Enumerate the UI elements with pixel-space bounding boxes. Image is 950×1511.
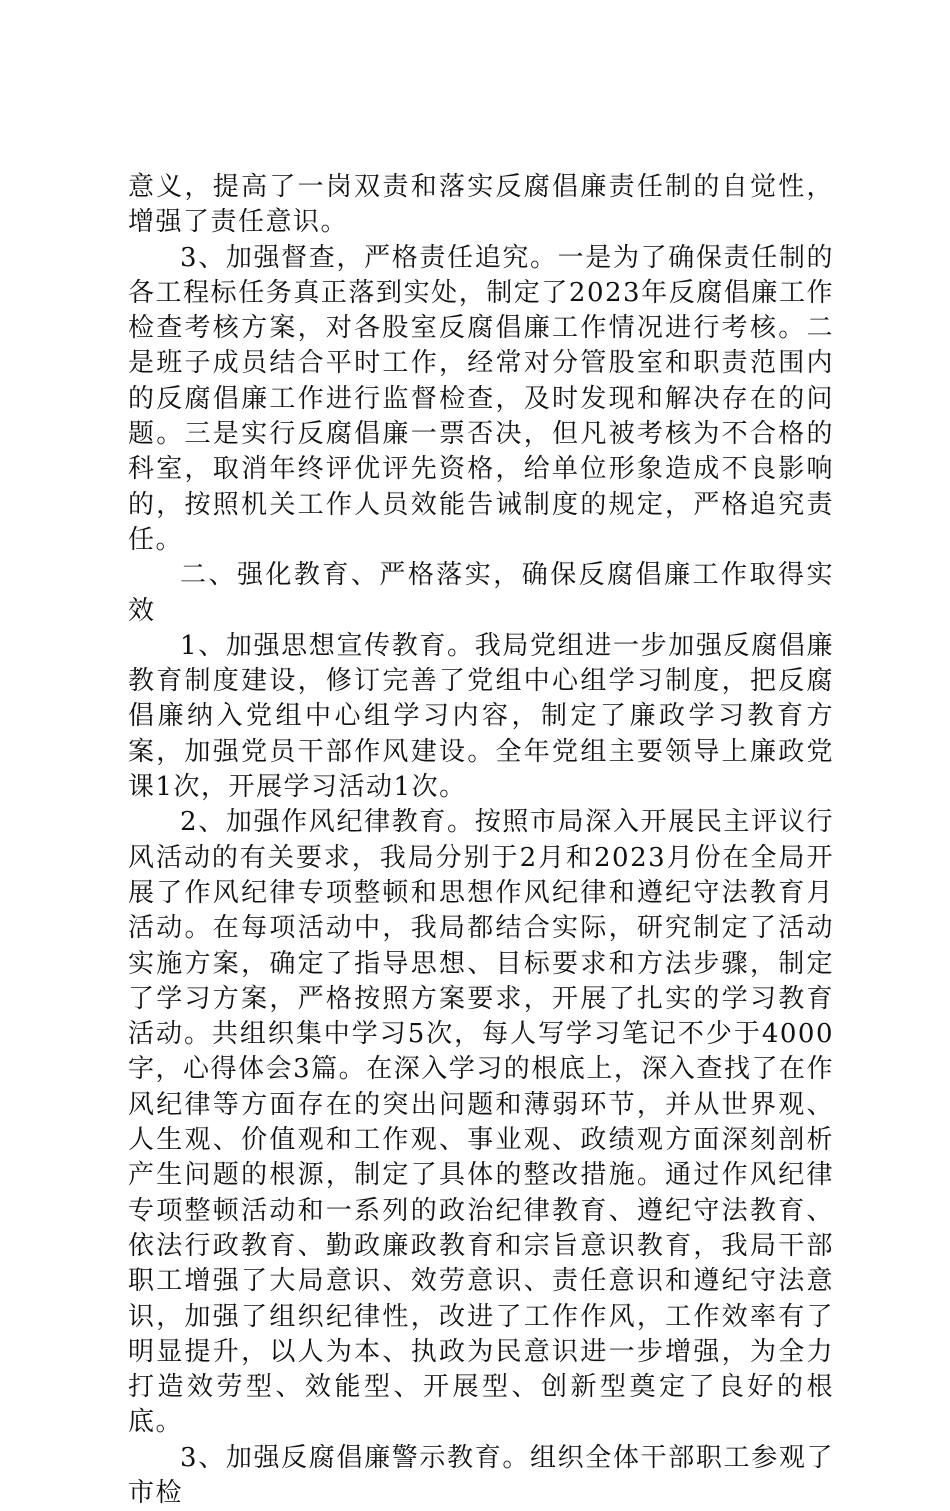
section-heading: 二、强化教育、严格落实，确保反腐倡廉工作取得实效 [128, 560, 834, 626]
document-page [128, 170, 834, 1511]
paragraph-1: 意义，提高了一岗双责和落实反腐倡廉责任制的自觉性，增强了责任意识。 [128, 172, 834, 238]
paragraph-4: 2、加强作风纪律教育。按照市局深入开展民主评议行风活动的有关要求，我局分别于2月和2023月份在全局开展了作风纪律专项整顿和思想作风纪律和遵纪守法教育月活动。在每项活动中，我局都结合实际，研究制定了活动实施方案，确定了指导思想、目标要求和方法步骤，制定了学习方案，严格按照方案要求，开展了扎实的学习教育活动。共组织集中学习5次，每人写学习笔记不少于4000字，心得体会3篇。在深入学习的根底上，深入查找了在作风纪律等方面存在的突出问题和薄弱环节，并从世界观、人生观、价值观和工作观、事业观、政绩观方面深刻剖析产生问题的根源，制定了具体的整改措施。通过作风纪律专项整顿活动和一系列的政治纪律教育、遵纪守法教育、依法行政教育、勤政廉政教育和宗旨意识教育，我局干部职工增强了大局意识、效劳意识、责任意识和遵纪守法意识，加强了组织纪律性，改进了工作作风，工作效率有了明显提升，以人为本、执政为民意识进一步增强，为全力打造效劳型、效能型、开展型、创新型奠定了良好的根底。 [128, 807, 834, 1438]
paragraph-3: 1、加强思想宣传教育。我局党组进一步加强反腐倡廉教育制度建设，修订完善了党组中心组学习制度，把反腐倡廉纳入党组中心组学习内容，制定了廉政学习教育方案，加强党员干部作风建设。全年党组主要领导上廉政党课1次，开展学习活动1次。 [128, 630, 834, 803]
paragraph-2: 3、加强督查，严格责任追究。一是为了确保责任制的各工程标任务真正落到实处，制定了2023年反腐倡廉工作检查考核方案，对各股室反腐倡廉工作情况进行考核。二是班子成员结合平时工作，经常对分管股室和职责范围内的反腐倡廉工作进行监督检查，及时发现和解决存在的问题。三是实行反腐倡廉一票否决，但凡被考核为不合格的科室，取消年终评优评先资格，给单位形象造成不良影响的，按照机关工作人员效能告诫制度的规定，严格追究责任。 [128, 242, 834, 555]
paragraph-5: 3、加强反腐倡廉警示教育。组织全体干部职工参观了市检 [128, 1442, 834, 1508]
